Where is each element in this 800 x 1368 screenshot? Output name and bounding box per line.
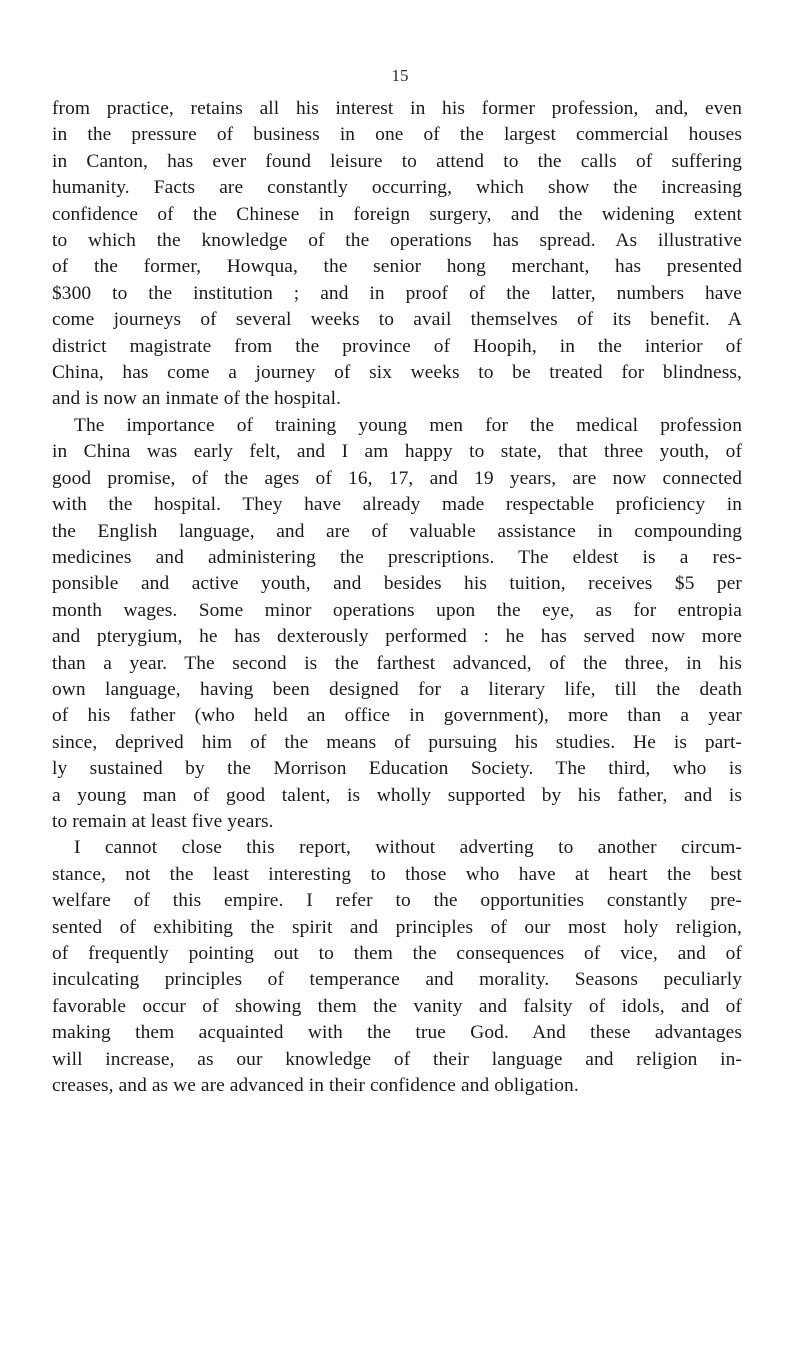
- text-line: making them acquainted with the true God. And these advantages: [52, 1022, 742, 1044]
- text-line: a young man of good talent, is wholly supported by his father, and is: [52, 784, 742, 806]
- text-line: from practice, retains all his interest in his former profession, and, even: [52, 98, 742, 119]
- text-line: I cannot close this report, without adverting to another circum-: [74, 837, 742, 859]
- text-line: to which the knowledge of the operations has spread. As illustrative: [52, 230, 742, 252]
- text-line: ly sustained by the Morrison Education Society. The third, who is: [52, 758, 742, 780]
- text-line: district magistrate from the province of Hoopih, in the interior of: [52, 335, 742, 357]
- text-line: to remain at least five years.: [52, 810, 274, 832]
- text-line: of the former, Howqua, the senior hong merchant, has presented: [52, 256, 742, 278]
- paragraph: [52, 413, 742, 836]
- text-line: confidence of the Chinese in foreign surgery, and the widening extent: [52, 203, 742, 225]
- text-line: good promise, of the ages of 16, 17, and 19 years, are now connected: [52, 467, 742, 489]
- text-line: $300 to the institution ; and in proof of the latter, numbers have: [52, 282, 742, 304]
- text-line: sented of exhibiting the spirit and principles of our most holy religion,: [52, 916, 742, 938]
- paragraph: [52, 835, 742, 1099]
- text-line: will increase, as our knowledge of their language and religion in-: [52, 1048, 742, 1070]
- text-line: own language, having been designed for a literary life, till the death: [52, 678, 742, 700]
- page-number: 15: [391, 66, 409, 85]
- paragraph: [52, 96, 742, 413]
- text-line: with the hospital. They have already made respectable proficiency in: [52, 494, 742, 516]
- text-line: of frequently pointing out to them the consequences of vice, and of: [52, 943, 742, 964]
- text-line: and is now an inmate of the hospital.: [52, 388, 342, 410]
- text-line: and pterygium, he has dexterously performed : he has served now more: [52, 626, 742, 648]
- text-line: China, has come a journey of six weeks to be treated for blindness,: [52, 362, 742, 384]
- text-line: stance, not the least interesting to those who have at heart the best: [52, 863, 742, 885]
- text-line: inculcating principles of temperance and morality. Seasons peculiarly: [52, 969, 742, 991]
- body-text: [52, 96, 742, 1099]
- text-line: medicines and administering the prescriptions. The eldest is a res-: [52, 546, 742, 568]
- text-line: in Canton, has ever found leisure to attend to the calls of suffering: [52, 150, 742, 172]
- text-line: creases, and as we are advanced in their confidence and obligation.: [52, 1075, 579, 1097]
- text-line: since, deprived him of the means of pursuing his studies. He is part-: [52, 731, 742, 753]
- text-line: month wages. Some minor operations upon the eye, as for entropia: [52, 599, 742, 621]
- text-line: than a year. The second is the farthest advanced, of the three, in his: [52, 652, 742, 674]
- text-line: the English language, and are of valuable assistance in compounding: [52, 520, 742, 542]
- text-line: of his father (who held an office in government), more than a year: [52, 705, 742, 727]
- text-line: The importance of training young men for the medical profession: [74, 414, 742, 436]
- text-line: in China was early felt, and I am happy to state, that three youth, of: [52, 441, 742, 463]
- text-line: come journeys of several weeks to avail themselves of its benefit. A: [52, 309, 742, 331]
- text-line: welfare of this empire. I refer to the opportunities constantly pre-: [52, 890, 742, 912]
- text-line: humanity. Facts are constantly occurring, which show the increasing: [52, 177, 742, 199]
- text-line: in the pressure of business in one of the largest commercial houses: [52, 124, 742, 146]
- text-line: favorable occur of showing them the vanity and falsity of idols, and of: [52, 995, 742, 1017]
- text-line: ponsible and active youth, and besides his tuition, receives $5 per: [52, 573, 742, 595]
